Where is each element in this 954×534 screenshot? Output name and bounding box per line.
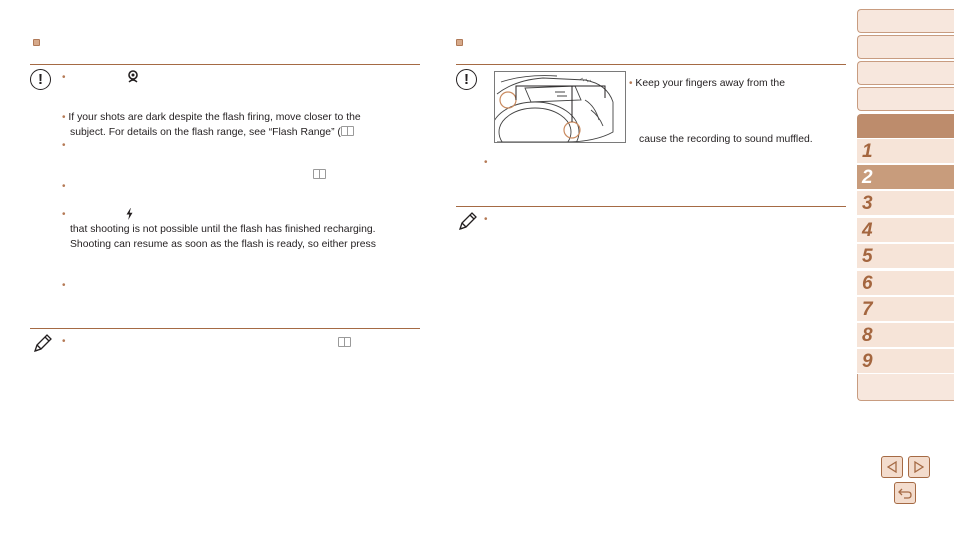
page-reference-icon xyxy=(338,337,351,349)
page-reference-icon xyxy=(313,169,326,181)
sidebar-chapter-5[interactable] xyxy=(857,243,954,268)
sidebar-tab-2[interactable] xyxy=(857,35,954,59)
caution-icon: ! xyxy=(30,69,51,90)
chapter-number: 3 xyxy=(862,192,873,214)
bullet-right-3: • xyxy=(484,214,488,225)
chapter-number: 1 xyxy=(862,140,873,162)
sidebar-chapter-7[interactable] xyxy=(857,296,954,321)
note-text: If your shots are dark despite the flash firing, move closer to the xyxy=(68,112,361,123)
section-marker-right xyxy=(456,39,463,46)
sidebar-tab-3[interactable] xyxy=(857,61,954,85)
chapter-number: 2 xyxy=(862,166,873,188)
bullet-3: • xyxy=(62,140,66,151)
pencil-note-icon xyxy=(31,333,53,358)
chapter-number: 6 xyxy=(862,272,873,294)
bullet-6: • xyxy=(62,280,66,291)
sidebar-chapter-header xyxy=(857,114,954,138)
camera-illustration xyxy=(494,71,626,143)
flash-icon xyxy=(126,208,133,223)
section-rule-left-2 xyxy=(30,328,420,329)
section-rule-left xyxy=(30,64,420,65)
chapter-number: 5 xyxy=(862,245,873,267)
sidebar-chapter-2[interactable] xyxy=(857,164,954,189)
self-timer-face-icon xyxy=(127,70,139,86)
bullet-5: • xyxy=(62,209,66,220)
section-rule-right xyxy=(456,64,846,65)
return-button[interactable] xyxy=(894,482,916,504)
note-text: Shooting can resume as soon as the flash is ready, so either press xyxy=(70,239,376,250)
note-paragraph-recharge xyxy=(70,222,376,252)
note-text-cont: subject. For details on the flash range, see “Flash Range” ( xyxy=(70,127,341,138)
bullet-1: • xyxy=(62,72,66,83)
return-arrow-icon xyxy=(898,487,912,499)
sidebar-chapter-6[interactable] xyxy=(857,270,954,295)
caution-text-cont: cause the recording to sound muffled. xyxy=(639,134,813,145)
pencil-note-icon xyxy=(456,211,478,236)
note-paragraph-flash-range: • If your shots are dark despite the flash firing, move closer to the subject. For details on the flash range, see “Flash Range” ( xyxy=(62,112,361,138)
caution-paragraph-mic: • Keep your fingers away from the xyxy=(629,78,785,89)
prev-page-button[interactable] xyxy=(881,456,903,478)
chapter-number: 8 xyxy=(862,324,873,346)
bullet-7: • xyxy=(62,336,66,347)
chapter-number: 4 xyxy=(862,219,873,241)
chapter-number: 7 xyxy=(862,298,873,320)
caution-text: Keep your fingers away from the xyxy=(635,78,785,89)
sidebar-chapter-9[interactable] xyxy=(857,348,954,373)
sidebar-chapter-3[interactable] xyxy=(857,190,954,215)
page-reference-icon xyxy=(341,126,354,136)
bullet-right-2: • xyxy=(484,157,488,168)
sidebar-tab-index[interactable] xyxy=(857,374,954,401)
triangle-left-icon xyxy=(887,461,897,473)
triangle-right-icon xyxy=(914,461,924,473)
section-rule-right-2 xyxy=(456,206,846,207)
next-page-button[interactable] xyxy=(908,456,930,478)
sidebar-chapter-1[interactable] xyxy=(857,138,954,163)
bullet-4: • xyxy=(62,181,66,192)
sidebar-tab-4[interactable] xyxy=(857,87,954,111)
caution-paragraph-mic-cont xyxy=(639,132,813,147)
sidebar-tab-1[interactable] xyxy=(857,9,954,33)
sidebar-chapter-4[interactable] xyxy=(857,217,954,242)
section-marker-left xyxy=(33,39,40,46)
chapter-number: 9 xyxy=(862,350,873,372)
note-text: that shooting is not possible until the flash has finished recharging. xyxy=(70,224,376,235)
caution-icon: ! xyxy=(456,69,477,90)
sidebar-chapter-8[interactable] xyxy=(857,322,954,347)
